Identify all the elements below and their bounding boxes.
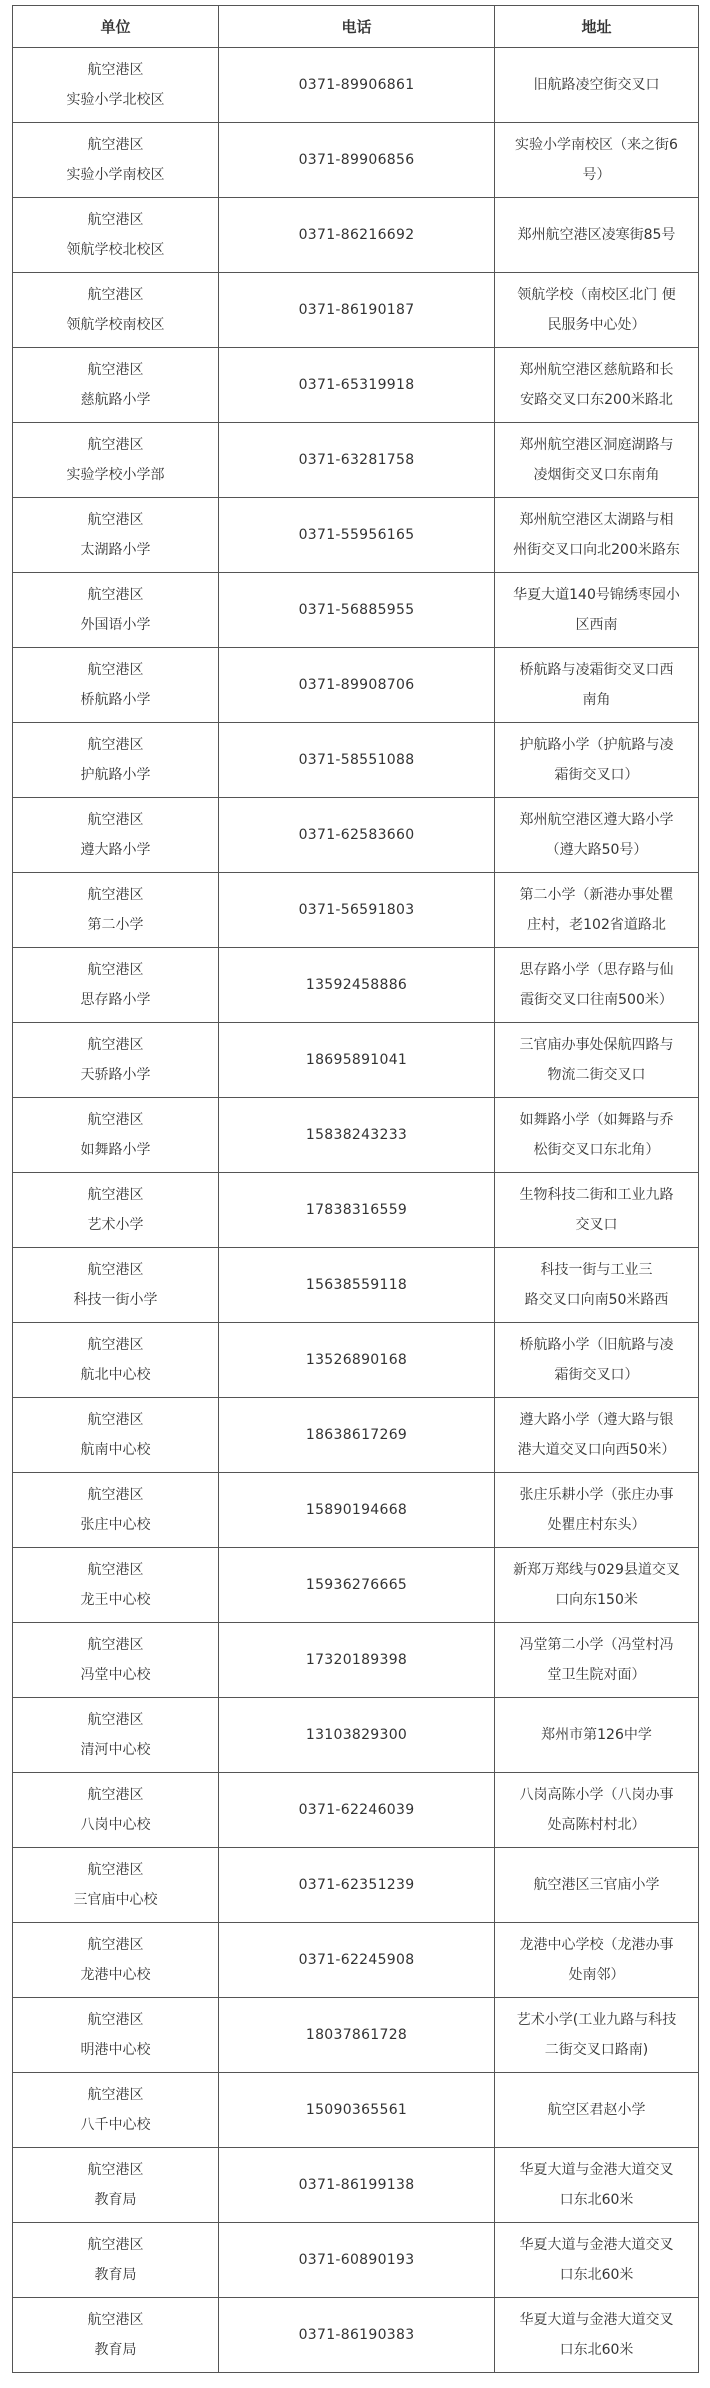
address-line: 三官庙办事处保航四路与	[519, 1037, 674, 1053]
address-line: 南角	[582, 692, 611, 708]
address-line: 二街交叉口路南)	[544, 2042, 649, 2058]
address-line: 郑州市第126中学	[541, 1727, 652, 1743]
unit-line: 教育局	[94, 2267, 137, 2283]
unit-line: 航空港区	[87, 437, 144, 453]
phone-cell: 0371-86199138	[219, 2148, 495, 2223]
unit-line: 航空港区	[87, 1712, 144, 1728]
address-line: 霜街交叉口）	[554, 767, 639, 783]
phone-cell: 0371-55956165	[219, 498, 495, 573]
address-line: 艺术小学(工业九路与科技	[516, 2012, 677, 2028]
phone-cell: 13103829300	[219, 1698, 495, 1773]
address-cell	[495, 1473, 699, 1548]
table-row	[13, 1998, 699, 2073]
address-line: 郑州航空港区遵大路小学	[519, 812, 674, 828]
table-row	[13, 2148, 699, 2223]
phone-cell: 0371-56885955	[219, 573, 495, 648]
phone-cell: 0371-89908706	[219, 648, 495, 723]
unit-line: 三官庙中心校	[73, 1892, 158, 1908]
unit-cell	[13, 348, 219, 423]
table-row	[13, 423, 699, 498]
table-row	[13, 123, 699, 198]
phone-cell: 0371-86190187	[219, 273, 495, 348]
address-line: 州街交叉口向北200米路东	[513, 542, 680, 558]
address-line: 生物科技二街和工业九路	[519, 1187, 674, 1203]
address-line: 港大道交叉口向西50米）	[517, 1442, 676, 1458]
unit-line: 如舞路小学	[80, 1142, 151, 1158]
phone-cell: 0371-89906861	[219, 48, 495, 123]
address-cell	[495, 48, 699, 123]
address-cell	[495, 798, 699, 873]
unit-line: 航空港区	[87, 1037, 144, 1053]
address-line: 口东北60米	[559, 2192, 634, 2208]
unit-line: 思存路小学	[80, 992, 151, 1008]
unit-cell	[13, 1023, 219, 1098]
address-line: 口东北60米	[559, 2267, 634, 2283]
phone-cell: 0371-63281758	[219, 423, 495, 498]
phone-cell: 17838316559	[219, 1173, 495, 1248]
phone-cell: 18638617269	[219, 1398, 495, 1473]
phone-cell: 15838243233	[219, 1098, 495, 1173]
address-cell	[495, 1023, 699, 1098]
unit-line: 航空港区	[87, 1637, 144, 1653]
unit-line: 实验小学南校区	[66, 167, 165, 183]
unit-line: 实验学校小学部	[66, 467, 165, 483]
unit-cell	[13, 2298, 219, 2373]
phone-cell: 18037861728	[219, 1998, 495, 2073]
unit-line: 航空港区	[87, 2312, 144, 2328]
unit-cell	[13, 1998, 219, 2073]
unit-cell	[13, 48, 219, 123]
phone-cell: 0371-65319918	[219, 348, 495, 423]
unit-cell	[13, 498, 219, 573]
table-row	[13, 1323, 699, 1398]
phone-cell: 15890194668	[219, 1473, 495, 1548]
unit-cell	[13, 2073, 219, 2148]
unit-line: 领航学校北校区	[66, 242, 165, 258]
address-line: 思存路小学（思存路与仙	[519, 962, 674, 978]
table-row	[13, 1248, 699, 1323]
address-cell	[495, 2223, 699, 2298]
unit-cell	[13, 123, 219, 198]
address-cell	[495, 1998, 699, 2073]
phone-cell: 0371-62246039	[219, 1773, 495, 1848]
address-line: 区西南	[575, 617, 618, 633]
table-row	[13, 948, 699, 1023]
address-cell	[495, 1398, 699, 1473]
unit-line: 实验小学北校区	[66, 92, 165, 108]
unit-line: 航空港区	[87, 362, 144, 378]
address-line: 号）	[582, 167, 611, 183]
unit-line: 航空港区	[87, 1787, 144, 1803]
address-line: 华夏大道与金港大道交叉	[519, 2162, 674, 2178]
address-cell	[495, 873, 699, 948]
unit-cell	[13, 1773, 219, 1848]
unit-line: 八岗中心校	[80, 1817, 151, 1833]
unit-line: 航空港区	[87, 962, 144, 978]
table-row	[13, 1173, 699, 1248]
unit-cell	[13, 1473, 219, 1548]
address-cell	[495, 1248, 699, 1323]
address-cell	[495, 1848, 699, 1923]
address-line: 实验小学南校区（来之街6	[515, 137, 678, 153]
phone-cell: 0371-56591803	[219, 873, 495, 948]
address-line: 交叉口	[575, 1217, 618, 1233]
unit-line: 龙王中心校	[80, 1592, 151, 1608]
phone-cell: 13526890168	[219, 1323, 495, 1398]
address-cell	[495, 2073, 699, 2148]
unit-cell	[13, 2148, 219, 2223]
unit-cell	[13, 948, 219, 1023]
unit-line: 航空港区	[87, 1262, 144, 1278]
address-line: 口向东150米	[555, 1592, 638, 1608]
unit-line: 航空港区	[87, 1862, 144, 1878]
address-line: 路交叉口向南50米路西	[524, 1292, 669, 1308]
unit-line: 航空港区	[87, 1112, 144, 1128]
unit-line: 教育局	[94, 2192, 137, 2208]
unit-line: 护航路小学	[80, 767, 151, 783]
unit-line: 天骄路小学	[80, 1067, 151, 1083]
address-line: 霞街交叉口往南500米）	[520, 992, 673, 1008]
address-cell	[495, 723, 699, 798]
table-row	[13, 1698, 699, 1773]
unit-line: 航空港区	[87, 662, 144, 678]
unit-line: 航北中心校	[80, 1367, 151, 1383]
address-line: 八岗高陈小学（八岗办事	[519, 1787, 674, 1803]
address-cell	[495, 1923, 699, 1998]
unit-line: 航空港区	[87, 62, 144, 78]
unit-cell	[13, 1323, 219, 1398]
address-line: 航空港区三官庙小学	[533, 1877, 660, 1893]
phone-cell: 0371-62583660	[219, 798, 495, 873]
address-line: 口东北60米	[559, 2342, 634, 2358]
phone-cell: 13592458886	[219, 948, 495, 1023]
unit-line: 明港中心校	[80, 2042, 151, 2058]
table-row	[13, 1923, 699, 1998]
table-row	[13, 573, 699, 648]
address-line: 物流二街交叉口	[547, 1067, 646, 1083]
unit-cell	[13, 798, 219, 873]
address-cell	[495, 2148, 699, 2223]
address-line: 龙港中心学校（龙港办事	[519, 1937, 674, 1953]
address-line: 郑州航空港区太湖路与相	[519, 512, 674, 528]
unit-line: 冯堂中心校	[80, 1667, 151, 1683]
unit-cell	[13, 1923, 219, 1998]
address-cell	[495, 498, 699, 573]
address-line: 华夏大道140号锦绣枣园小	[513, 587, 680, 603]
phone-cell: 0371-58551088	[219, 723, 495, 798]
unit-cell	[13, 1173, 219, 1248]
table-row	[13, 723, 699, 798]
unit-line: 航空港区	[87, 1562, 144, 1578]
unit-line: 领航学校南校区	[66, 317, 165, 333]
unit-line: 外国语小学	[80, 617, 151, 633]
address-line: 冯堂第二小学（冯堂村冯	[519, 1637, 674, 1653]
unit-line: 遵大路小学	[80, 842, 151, 858]
unit-line: 航空港区	[87, 137, 144, 153]
unit-cell	[13, 1623, 219, 1698]
table-row	[13, 1098, 699, 1173]
phone-cell: 0371-86190383	[219, 2298, 495, 2373]
address-line: 新郑万郑线与029县道交叉	[513, 1562, 680, 1578]
unit-line: 航空港区	[87, 1187, 144, 1203]
address-line: 民服务中心处）	[547, 317, 646, 333]
address-cell	[495, 948, 699, 1023]
contact-table	[12, 5, 699, 2373]
address-line: 堂卫生院对面）	[547, 1667, 646, 1683]
unit-line: 航南中心校	[80, 1442, 151, 1458]
unit-cell	[13, 2223, 219, 2298]
address-line: 处高陈村村北）	[547, 1817, 646, 1833]
address-cell	[495, 198, 699, 273]
table-row	[13, 1623, 699, 1698]
unit-line: 航空港区	[87, 812, 144, 828]
table-row	[13, 1398, 699, 1473]
unit-line: 航空港区	[87, 287, 144, 303]
address-line: 郑州航空港区洞庭湖路与	[519, 437, 674, 453]
address-cell	[495, 1098, 699, 1173]
unit-line: 教育局	[94, 2342, 137, 2358]
unit-cell	[13, 1098, 219, 1173]
address-line: 华夏大道与金港大道交叉	[519, 2312, 674, 2328]
address-line: 处南邻）	[568, 1967, 625, 1983]
table-row	[13, 798, 699, 873]
unit-line: 航空港区	[87, 587, 144, 603]
table-row	[13, 498, 699, 573]
unit-cell	[13, 423, 219, 498]
unit-cell	[13, 198, 219, 273]
table-header	[13, 6, 699, 48]
table-row	[13, 1473, 699, 1548]
unit-line: 八千中心校	[80, 2117, 151, 2133]
address-line: 安路交叉口东200米路北	[520, 392, 673, 408]
unit-line: 航空港区	[87, 212, 144, 228]
address-line: 郑州航空港区凌寒街85号	[517, 227, 676, 243]
address-line: 如舞路小学（如舞路与乔	[519, 1112, 674, 1128]
unit-cell	[13, 723, 219, 798]
address-line: 郑州航空港区慈航路和长	[519, 362, 674, 378]
table-row	[13, 873, 699, 948]
unit-line: 航空港区	[87, 2087, 144, 2103]
unit-cell	[13, 1698, 219, 1773]
unit-line: 艺术小学	[87, 1217, 144, 1233]
table-row	[13, 2298, 699, 2373]
address-line: 第二小学（新港办事处瞿	[519, 887, 674, 903]
address-cell	[495, 648, 699, 723]
table-row	[13, 2073, 699, 2148]
table-row	[13, 198, 699, 273]
address-line: 遵大路小学（遵大路与银	[519, 1412, 674, 1428]
table-row	[13, 1848, 699, 1923]
address-cell	[495, 1323, 699, 1398]
unit-cell	[13, 1398, 219, 1473]
address-cell	[495, 1698, 699, 1773]
address-line: 护航路小学（护航路与凌	[519, 737, 674, 753]
unit-line: 航空港区	[87, 2012, 144, 2028]
unit-line: 张庄中心校	[80, 1517, 151, 1533]
address-cell	[495, 348, 699, 423]
contact-table-container	[12, 5, 698, 2373]
unit-line: 太湖路小学	[80, 542, 151, 558]
address-cell	[495, 1623, 699, 1698]
address-cell	[495, 423, 699, 498]
address-cell	[495, 123, 699, 198]
address-line: 松街交叉口东北角）	[533, 1142, 660, 1158]
table-body	[13, 48, 699, 2373]
unit-line: 航空港区	[87, 887, 144, 903]
address-line: 张庄乐耕小学（张庄办事	[519, 1487, 674, 1503]
unit-line: 慈航路小学	[80, 392, 151, 408]
address-line: 桥航路与凌霜街交叉口西	[519, 662, 674, 678]
table-row	[13, 348, 699, 423]
address-cell	[495, 273, 699, 348]
unit-line: 航空港区	[87, 1337, 144, 1353]
address-line: 航空区君赵小学	[547, 2102, 646, 2118]
header-phone: 电话	[219, 6, 495, 48]
unit-cell	[13, 273, 219, 348]
address-cell	[495, 1548, 699, 1623]
address-cell	[495, 1773, 699, 1848]
unit-cell	[13, 1248, 219, 1323]
table-row	[13, 2223, 699, 2298]
unit-line: 桥航路小学	[80, 692, 151, 708]
address-line: 处瞿庄村东头）	[547, 1517, 646, 1533]
header-row	[13, 6, 699, 48]
phone-cell: 15936276665	[219, 1548, 495, 1623]
unit-line: 航空港区	[87, 2162, 144, 2178]
table-row	[13, 1023, 699, 1098]
address-line: 华夏大道与金港大道交叉	[519, 2237, 674, 2253]
unit-line: 航空港区	[87, 1487, 144, 1503]
unit-line: 航空港区	[87, 1937, 144, 1953]
address-line: 科技一街与工业三	[540, 1262, 653, 1278]
address-cell	[495, 1173, 699, 1248]
address-line: 霜街交叉口）	[554, 1367, 639, 1383]
unit-line: 科技一街小学	[73, 1292, 158, 1308]
phone-cell: 0371-62351239	[219, 1848, 495, 1923]
unit-line: 航空港区	[87, 2237, 144, 2253]
unit-line: 航空港区	[87, 1412, 144, 1428]
unit-cell	[13, 873, 219, 948]
phone-cell: 0371-60890193	[219, 2223, 495, 2298]
table-row	[13, 48, 699, 123]
phone-cell: 17320189398	[219, 1623, 495, 1698]
unit-line: 第二小学	[87, 917, 144, 933]
address-line: （遵大路50号）	[545, 842, 648, 858]
phone-cell: 0371-62245908	[219, 1923, 495, 1998]
unit-cell	[13, 573, 219, 648]
phone-cell: 18695891041	[219, 1023, 495, 1098]
address-line: 旧航路凌空街交叉口	[533, 77, 660, 93]
unit-line: 航空港区	[87, 512, 144, 528]
phone-cell: 0371-86216692	[219, 198, 495, 273]
table-row	[13, 1548, 699, 1623]
header-address: 地址	[495, 6, 699, 48]
unit-line: 清河中心校	[80, 1742, 151, 1758]
address-line: 凌烟街交叉口东南角	[533, 467, 660, 483]
table-row	[13, 1773, 699, 1848]
header-unit: 单位	[13, 6, 219, 48]
table-row	[13, 273, 699, 348]
address-line: 领航学校（南校区北门 便	[517, 287, 676, 303]
address-cell	[495, 573, 699, 648]
address-line: 桥航路小学（旧航路与凌	[519, 1337, 674, 1353]
address-cell	[495, 2298, 699, 2373]
table-row	[13, 648, 699, 723]
unit-line: 航空港区	[87, 737, 144, 753]
phone-cell: 0371-89906856	[219, 123, 495, 198]
unit-cell	[13, 648, 219, 723]
address-line: 庄村，老102省道路北	[527, 917, 666, 933]
unit-cell	[13, 1548, 219, 1623]
phone-cell: 15638559118	[219, 1248, 495, 1323]
unit-line: 龙港中心校	[80, 1967, 151, 1983]
unit-cell	[13, 1848, 219, 1923]
phone-cell: 15090365561	[219, 2073, 495, 2148]
